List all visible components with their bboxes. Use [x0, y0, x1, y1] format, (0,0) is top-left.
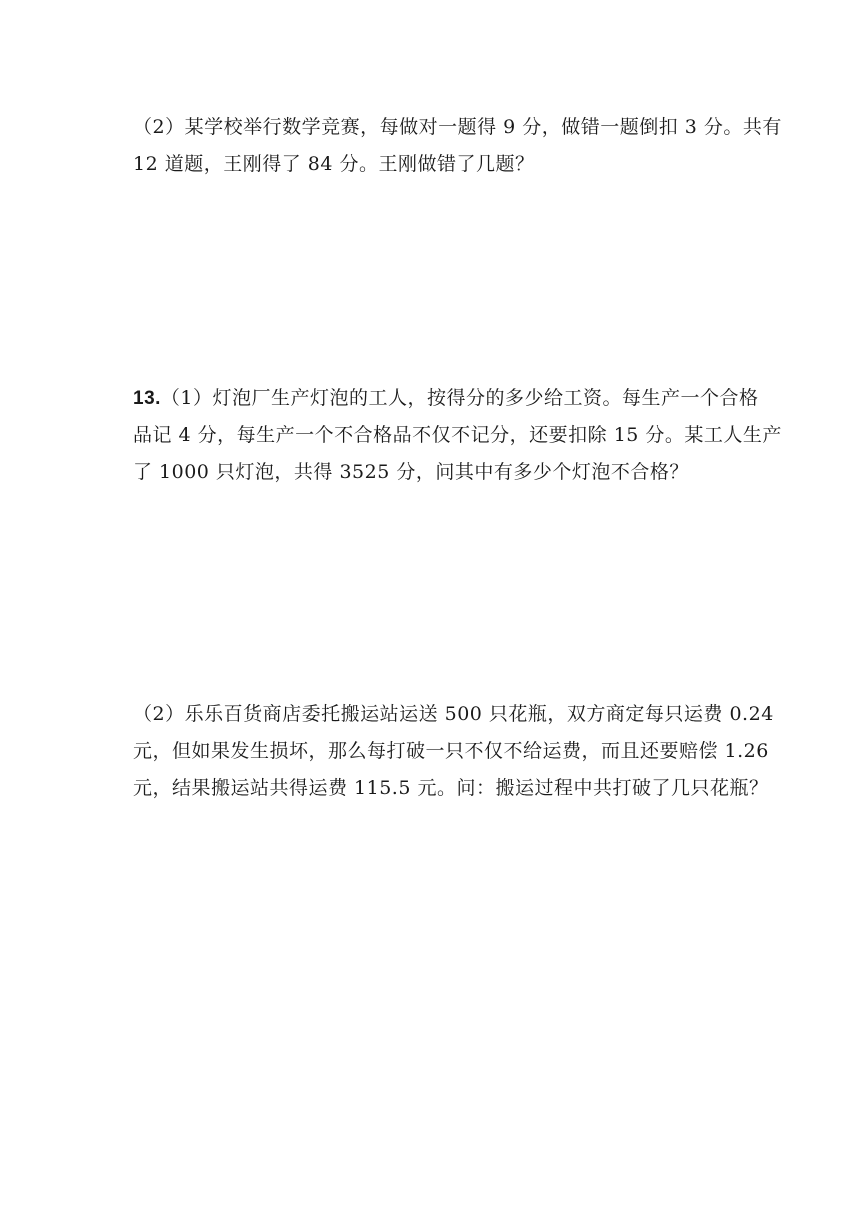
problem-line: 元，但如果发生损坏，那么每打破一只不仅不给运费，而且还要赔偿 1.26	[133, 740, 769, 762]
problem-13-part-1	[133, 380, 785, 491]
problem-line-text: （1）灯泡厂生产灯泡的工人，按得分的多少给工资。每生产一个合格	[160, 387, 759, 409]
problem-line: （2）某学校举行数学竞赛，每做对一题得 9 分，做错一题倒扣 3 分。共有	[133, 116, 782, 138]
problem-12-part-2	[133, 109, 785, 183]
problem-line: 元，结果搬运站共得运费 115.5 元。问：搬运过程中共打破了几只花瓶？	[133, 777, 769, 799]
problem-line-first	[133, 380, 785, 417]
problem-line: 了 1000 只灯泡，共得 3525 分，问其中有多少个灯泡不合格？	[133, 461, 689, 483]
problem-line: 品记 4 分，每生产一个不合格品不仅不记分，还要扣除 15 分。某工人生产	[133, 424, 782, 446]
question-number: 13.	[133, 388, 161, 409]
problem-line: （2）乐乐百货商店委托搬运站运送 500 只花瓶，双方商定每只运费 0.24	[133, 703, 774, 725]
problem-line: 12 道题，王刚得了 84 分。王刚做错了几题？	[133, 153, 535, 175]
problem-13-part-2	[133, 696, 785, 807]
